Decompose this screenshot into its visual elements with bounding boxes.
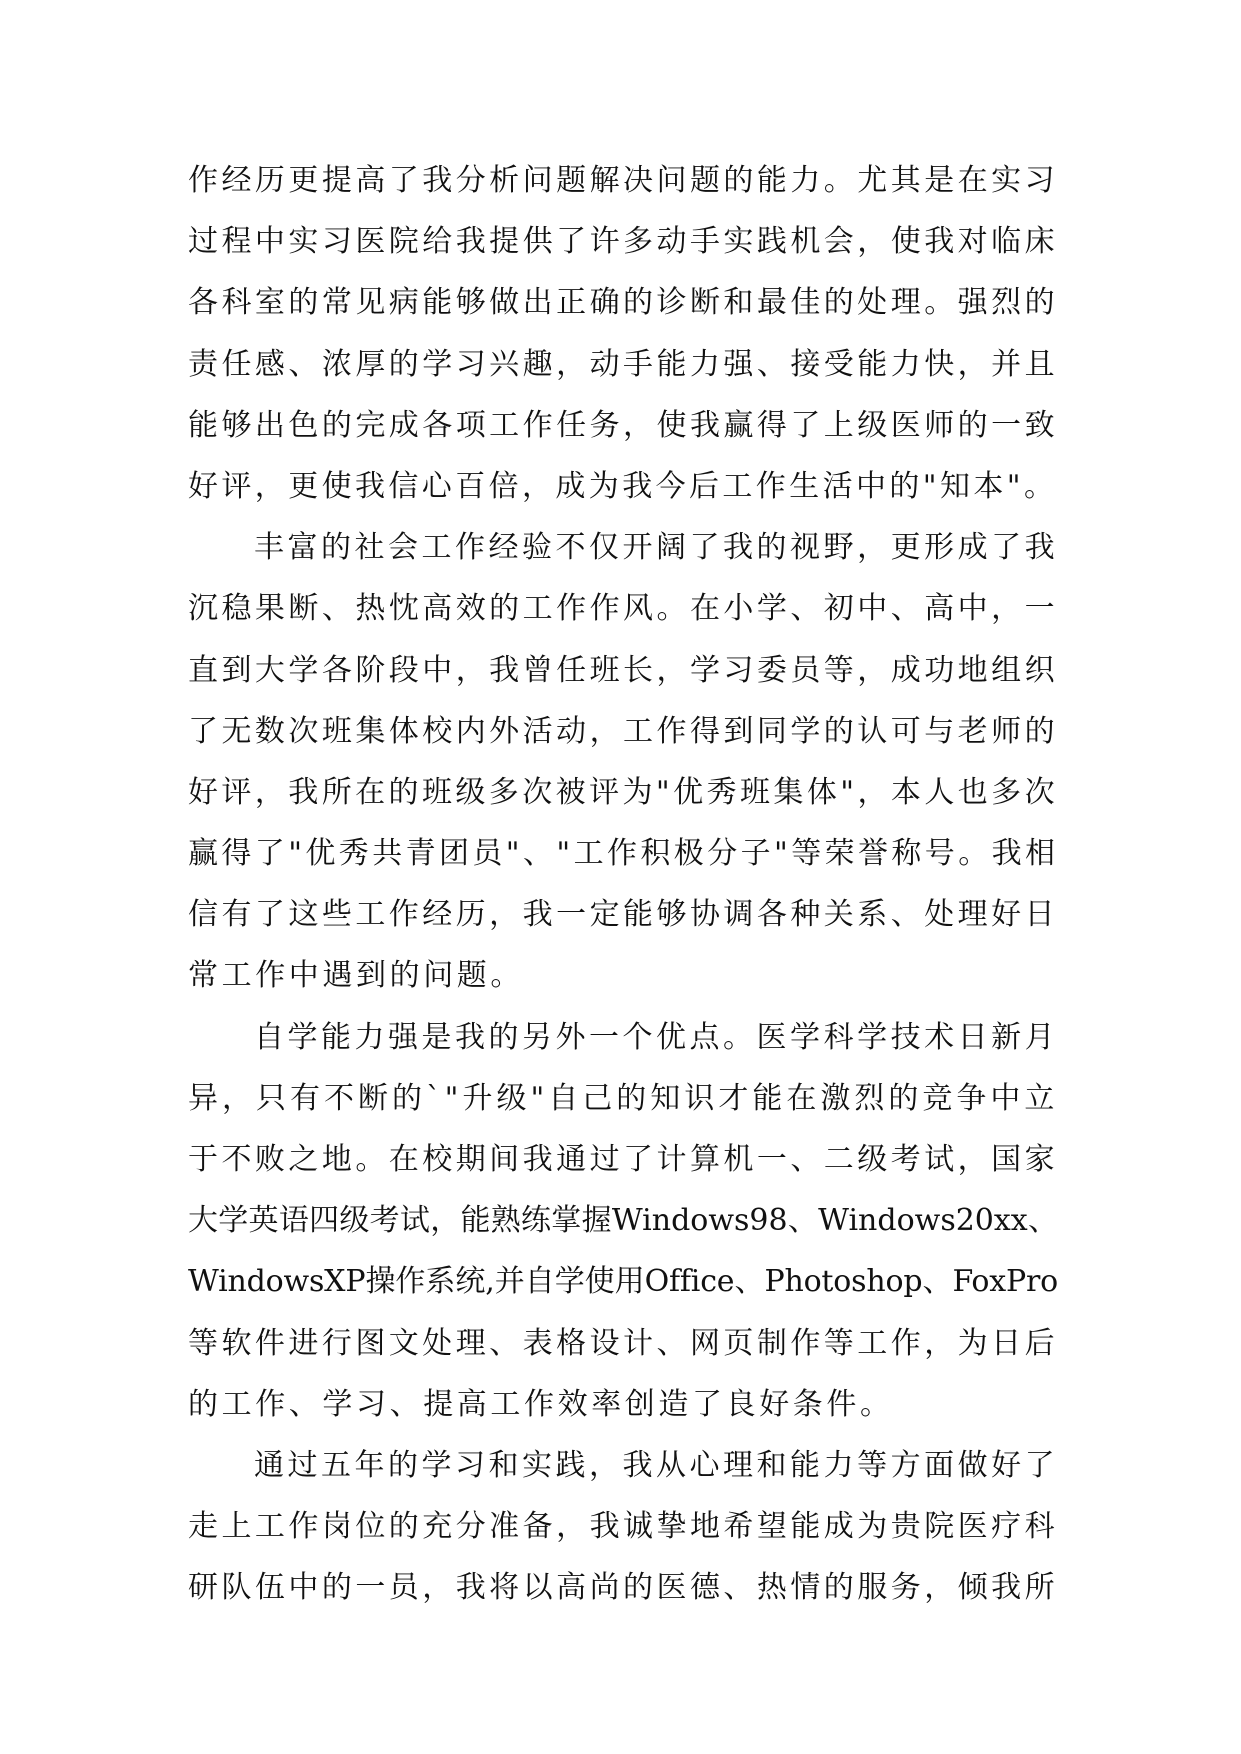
body-text — [188, 150, 1058, 1619]
text-line: 信有了这些工作经历，我一定能够协调各种关系、处理好日 — [188, 897, 1058, 933]
text-line: 作经历更提高了我分析问题解决问题的能力。尤其是在实习 — [188, 163, 1058, 198]
text-line: 走上工作岗位的充分准备，我诚挚地希望能成为贵院医疗科 — [188, 1509, 1058, 1545]
text-line: 研队伍中的一员，我将以高尚的医德、热情的服务，倾我所 — [188, 1570, 1058, 1606]
paragraph-first-line: 丰富的社会工作经验不仅开阔了我的视野，更形成了我 — [254, 530, 1058, 566]
text-line: 的工作、学习、提高工作效率创造了良好条件。 — [188, 1386, 894, 1422]
text-line: 直到大学各阶段中，我曾任班长，学习委员等，成功地组织 — [188, 652, 1058, 688]
text-line: 好评，我所在的班级多次被评为"优秀班集体"，本人也多次 — [188, 774, 1058, 810]
text-line: 过程中实习医院给我提供了许多动手实践机会，使我对临床 — [188, 224, 1058, 260]
text-line: 了无数次班集体校内外活动，工作得到同学的认可与老师的 — [188, 713, 1058, 749]
paragraph-first-line: 自学能力强是我的另外一个优点。医学科学技术日新月 — [254, 1019, 1058, 1055]
text-line: WindowsXP操作系统,并自学使用Office、Photoshop、FoxPro — [188, 1264, 1058, 1300]
text-line: 于不败之地。在校期间我通过了计算机一、二级考试，国家 — [188, 1142, 1058, 1177]
text-line: 责任感、浓厚的学习兴趣，动手能力强、接受能力快，并且 — [188, 346, 1058, 382]
text-line: 等软件进行图文处理、表格设计、网页制作等工作，为日后 — [188, 1325, 1058, 1361]
text-line: 好评，更使我信心百倍，成为我今后工作生活中的"知本"。 — [188, 468, 1058, 504]
text-line: 能够出色的完成各项工作任务，使我赢得了上级医师的一致 — [188, 407, 1058, 443]
text-line: 沉稳果断、热忱高效的工作作风。在小学、初中、高中，一 — [188, 591, 1058, 627]
text-line: 赢得了"优秀共青团员"、"工作积极分子"等荣誉称号。我相 — [188, 836, 1059, 872]
paragraph-first-line: 通过五年的学习和实践，我从心理和能力等方面做好了 — [254, 1447, 1058, 1483]
text-line: 各科室的常见病能够做出正确的诊断和最佳的处理。强烈的 — [188, 285, 1058, 321]
text-line: 常工作中遇到的问题。 — [188, 958, 524, 994]
text-line: 异，只有不断的`"升级"自己的知识才能在激烈的竞争中立 — [188, 1080, 1058, 1116]
text-line: 大学英语四级考试，能熟练掌握Windows98、Windows20xx、 — [188, 1203, 1058, 1239]
